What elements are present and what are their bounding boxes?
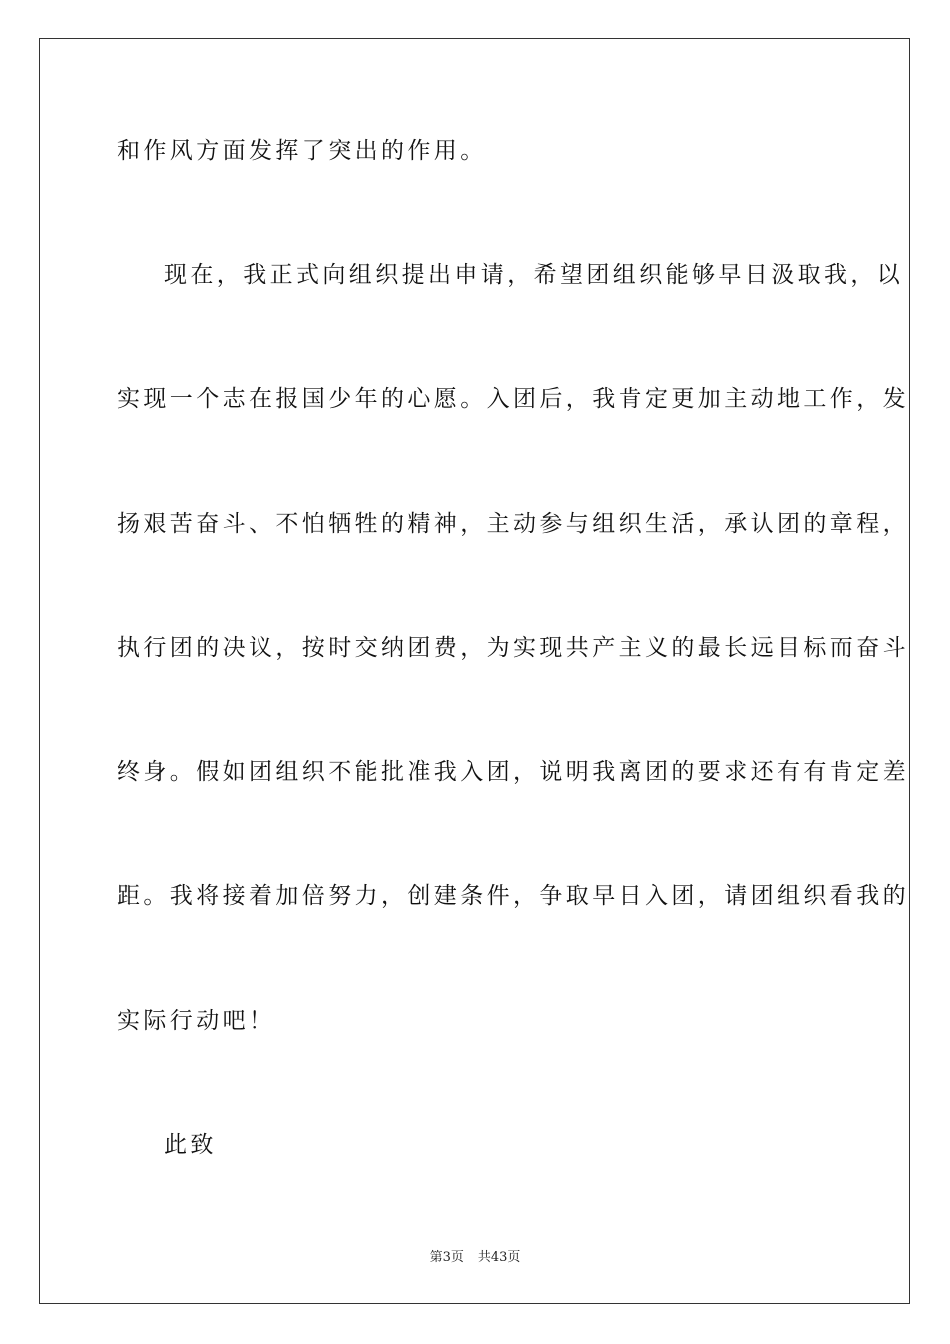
paragraph-line-7: 距。我将接着加倍努力，创建条件，争取早日入团，请团组织看我的 [117, 883, 909, 909]
paragraph-line-5: 执行团的决议，按时交纳团费，为实现共产主义的最长远目标而奋斗 [117, 635, 909, 661]
paragraph-line-4: 扬艰苦奋斗、不怕牺牲的精神，主动参与组织生活，承认团的章程， [117, 511, 909, 537]
paragraph-line-6: 终身。假如团组织不能批准我入团，说明我离团的要求还有有肯定差 [117, 759, 909, 785]
page-border [39, 38, 910, 1304]
total-pages: 共43页 [477, 1250, 521, 1265]
paragraph-line-8: 实际行动吧！ [117, 1008, 276, 1034]
closing-salutation: 此致 [164, 1132, 217, 1158]
page-number: 第3页 [429, 1250, 464, 1265]
paragraph-line-3: 实现一个志在报国少年的心愿。入团后，我肯定更加主动地工作，发 [117, 386, 909, 412]
paragraph-line-1: 和作风方面发挥了突出的作用。 [117, 138, 487, 164]
paragraph-line-2: 现在，我正式向组织提出申请，希望团组织能够早日汲取我，以 [164, 262, 904, 288]
page-footer [0, 1250, 950, 1266]
